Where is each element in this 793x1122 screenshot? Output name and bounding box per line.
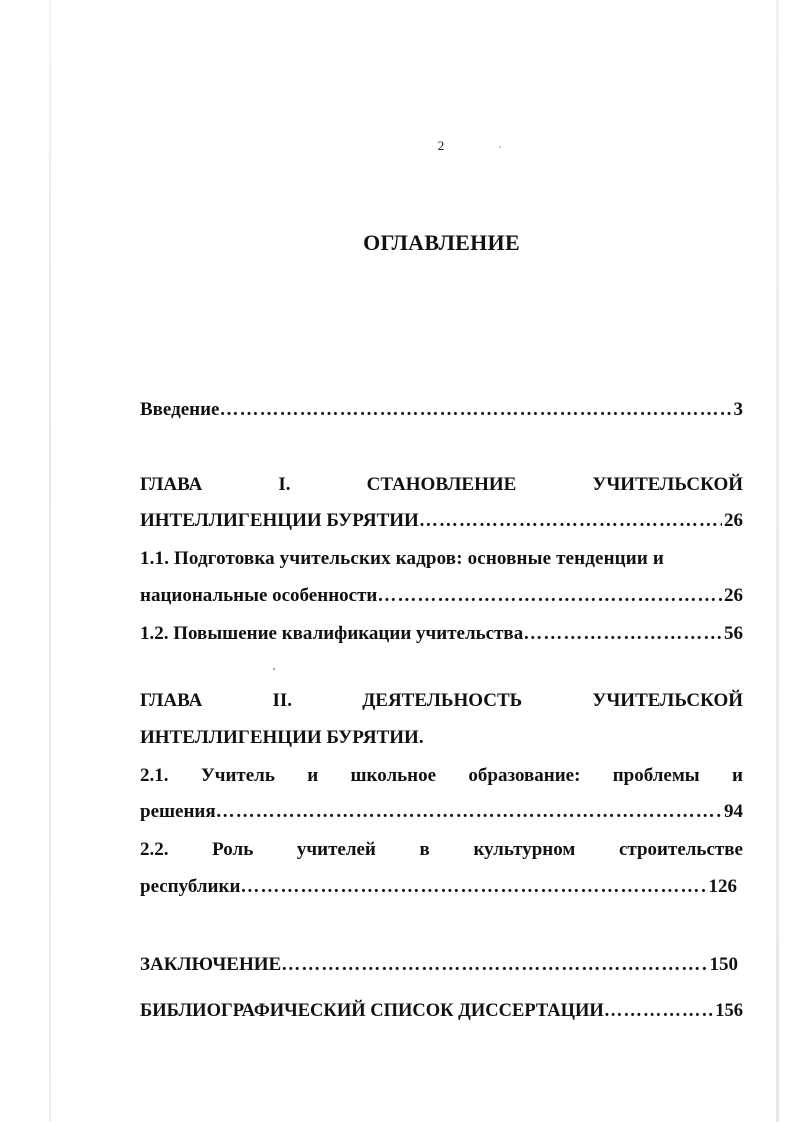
dot-leader — [377, 582, 722, 610]
toc-page-number: 150 — [709, 954, 738, 975]
heading-word: УЧИТЕЛЬСКОЙ — [592, 690, 743, 711]
dot-leader — [240, 873, 706, 901]
toc-page-number: 3 — [733, 399, 743, 420]
toc-entry-bibliography[interactable] — [140, 997, 743, 1025]
dot-leader — [216, 798, 722, 826]
section-word: и — [307, 765, 319, 786]
toc-entry-text: республики — [140, 876, 241, 897]
section-word: Учитель — [200, 765, 275, 786]
toc-entry-text: национальные особенности — [140, 585, 378, 606]
toc-entry-intro[interactable] — [140, 396, 743, 424]
toc-chapter-2-cont[interactable]: ИНТЕЛЛИГЕНЦИИ БУРЯТИИ. — [140, 727, 424, 748]
heading-word: ДЕЯТЕЛЬНОСТЬ — [362, 690, 523, 711]
section-word: проблемы — [612, 765, 700, 786]
section-word: Роль — [212, 839, 254, 860]
section-word: 2.2. — [140, 839, 169, 860]
section-word: и — [731, 765, 743, 786]
dot-leader — [604, 997, 713, 1025]
heading-word: УЧИТЕЛЬСКОЙ — [592, 474, 743, 495]
toc-section-1-1-cont[interactable] — [140, 582, 743, 610]
toc-page-number: 26 — [724, 585, 743, 606]
toc-entry-conclusion[interactable] — [140, 951, 738, 979]
heading-word: I. — [278, 474, 291, 495]
toc-chapter-2-heading[interactable] — [140, 687, 743, 715]
toc-entry-text: 1.2. Повышение квалификации учительства — [140, 623, 524, 644]
heading-word: ГЛАВА — [140, 690, 203, 711]
dot-leader — [220, 396, 732, 424]
toc-page-number: 126 — [708, 876, 737, 897]
page-number: 2 — [437, 138, 445, 153]
toc-entry-text: ИНТЕЛЛИГЕНЦИИ БУРЯТИИ — [140, 510, 419, 531]
section-word: школьное — [350, 765, 437, 786]
toc-section-2-2-cont[interactable] — [140, 873, 737, 901]
section-word: строительстве — [618, 839, 743, 860]
scan-speck — [273, 668, 275, 670]
heading-word: СТАНОВЛЕНИЕ — [366, 474, 517, 495]
toc-entry-text: решения — [140, 801, 216, 822]
toc-section-2-1-line1[interactable] — [140, 762, 743, 790]
page-right-edge — [776, 0, 779, 1122]
toc-page-number: 26 — [724, 510, 743, 531]
dot-leader — [523, 620, 722, 648]
toc-page-number: 56 — [724, 623, 743, 644]
section-word: культурном — [473, 839, 576, 860]
toc-section-1-2[interactable] — [140, 620, 743, 648]
toc-section-2-1-cont[interactable] — [140, 798, 743, 826]
toc-page-number: 156 — [715, 1001, 743, 1021]
page-left-edge — [49, 0, 51, 1122]
scan-speck — [499, 146, 501, 148]
toc-entry-text: БИБЛИОГРАФИЧЕСКИЙ СПИСОК ДИССЕРТАЦИИ — [140, 1001, 604, 1021]
toc-title: ОГЛАВЛЕНИЕ — [363, 230, 520, 255]
heading-word: II. — [272, 690, 293, 711]
dot-leader — [281, 951, 707, 979]
section-word: в — [419, 839, 430, 860]
toc-entry-text: ЗАКЛЮЧЕНИЕ — [140, 954, 282, 975]
toc-section-2-2-line1[interactable] — [140, 836, 743, 864]
section-word: 2.1. — [140, 765, 169, 786]
heading-word: ГЛАВА — [140, 474, 203, 495]
toc-page-number: 94 — [724, 801, 743, 822]
toc-chapter-1-cont[interactable] — [140, 507, 743, 535]
toc-entry-text: Введение — [140, 399, 220, 420]
toc-chapter-1-heading[interactable] — [140, 471, 743, 499]
toc-section-1-1-line1[interactable]: 1.1. Подготовка учительских кадров: основные тенденции и — [140, 548, 664, 569]
section-word: учителей — [296, 839, 376, 860]
section-word: образование: — [468, 765, 581, 786]
dot-leader — [419, 507, 722, 535]
